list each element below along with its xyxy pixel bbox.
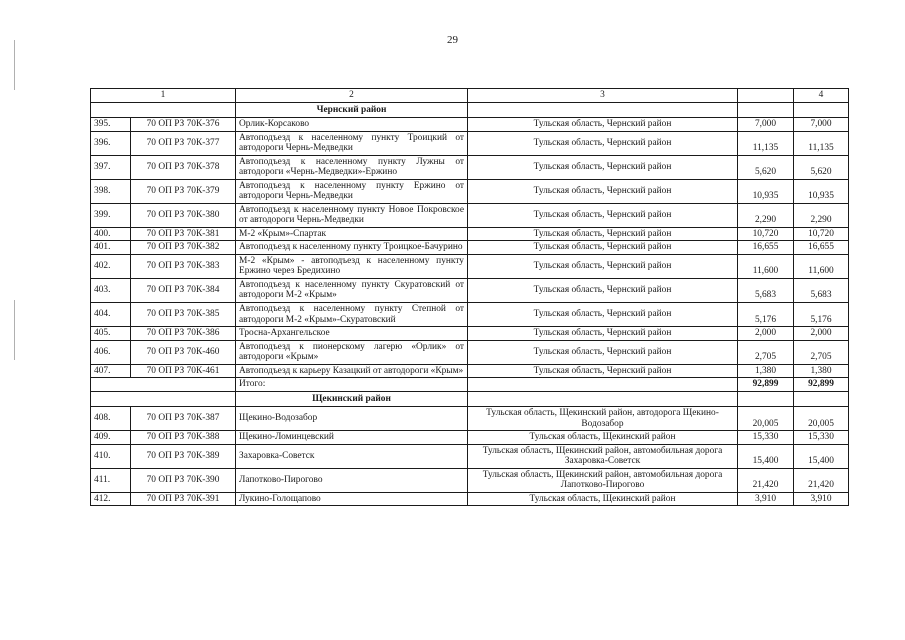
road-location: Тульская область, Чернский район [468, 364, 738, 378]
table-row [91, 227, 849, 241]
road-location: Тульская область, Чернский район [468, 340, 738, 364]
road-location: Тульская область, Щекинский район [468, 431, 738, 445]
row-number: 408. [91, 407, 131, 431]
empty-cell [468, 378, 738, 392]
road-length-total: 5,620 [794, 155, 849, 179]
district-row [91, 103, 849, 118]
road-length: 21,420 [738, 468, 794, 492]
road-length: 2,000 [738, 327, 794, 341]
table-row [91, 179, 849, 203]
road-length: 5,683 [738, 278, 794, 302]
road-location: Тульская область, Щекинский район, автомобильная дорога Лапотково-Пирогово [468, 468, 738, 492]
row-number: 397. [91, 155, 131, 179]
column-number-row [91, 89, 849, 103]
road-length-total: 21,420 [794, 468, 849, 492]
row-number: 396. [91, 131, 131, 155]
road-name: Тросна-Архангельское [236, 327, 468, 341]
road-location: Тульская область, Чернский район [468, 302, 738, 326]
road-name: М-2 «Крым»-Спартак [236, 227, 468, 241]
total-row [91, 378, 849, 392]
table-row [91, 407, 849, 431]
road-id: 70 ОП РЗ 70К-376 [131, 118, 236, 132]
column-header: 2 [236, 89, 468, 103]
road-length-total: 16,655 [794, 241, 849, 255]
road-name: Захаровка-Советск [236, 444, 468, 468]
road-location: Тульская область, Чернский район [468, 118, 738, 132]
column-header: 4 [794, 89, 849, 103]
row-number: 405. [91, 327, 131, 341]
road-name: Автоподъезд к пионерскому лагерю «Орлик» от автодороги «Крым» [236, 340, 468, 364]
row-number: 412. [91, 492, 131, 506]
road-length-total: 2,000 [794, 327, 849, 341]
row-number: 411. [91, 468, 131, 492]
table-row [91, 241, 849, 255]
road-location: Тульская область, Чернский район [468, 241, 738, 255]
row-number: 402. [91, 254, 131, 278]
road-id: 70 ОП РЗ 70К-385 [131, 302, 236, 326]
road-name: Щекино-Ломинцевский [236, 431, 468, 445]
road-location: Тульская область, Чернский район [468, 203, 738, 227]
road-location: Тульская область, Щекинский район, автомобильная дорога Захаровка-Советск [468, 444, 738, 468]
road-length: 10,935 [738, 179, 794, 203]
table-row [91, 302, 849, 326]
road-id: 70 ОП РЗ 70К-461 [131, 364, 236, 378]
road-length-total: 7,000 [794, 118, 849, 132]
total-label: Итого: [236, 378, 468, 392]
road-length: 1,380 [738, 364, 794, 378]
total-length: 92,899 [738, 378, 794, 392]
district-row [91, 392, 849, 407]
road-length: 20,005 [738, 407, 794, 431]
road-length-total: 11,135 [794, 131, 849, 155]
row-number: 404. [91, 302, 131, 326]
table-row [91, 444, 849, 468]
district-name: Чернский район [236, 103, 468, 118]
road-id: 70 ОП РЗ 70К-460 [131, 340, 236, 364]
road-id: 70 ОП РЗ 70К-390 [131, 468, 236, 492]
road-length-total: 2,705 [794, 340, 849, 364]
empty-cell [91, 378, 236, 392]
road-length-total: 20,005 [794, 407, 849, 431]
row-number: 407. [91, 364, 131, 378]
road-id: 70 ОП РЗ 70К-391 [131, 492, 236, 506]
empty-cell [794, 392, 849, 407]
binding-margin-mark [14, 40, 15, 90]
road-length: 11,600 [738, 254, 794, 278]
road-name: Орлик-Корсаково [236, 118, 468, 132]
table-row [91, 131, 849, 155]
empty-cell [468, 392, 738, 407]
empty-cell [794, 103, 849, 118]
column-header: 1 [91, 89, 236, 103]
road-id: 70 ОП РЗ 70К-381 [131, 227, 236, 241]
row-number: 399. [91, 203, 131, 227]
road-length: 7,000 [738, 118, 794, 132]
road-location: Тульская область, Чернский район [468, 131, 738, 155]
road-id: 70 ОП РЗ 70К-389 [131, 444, 236, 468]
road-length: 5,176 [738, 302, 794, 326]
road-registry-table [90, 88, 849, 506]
table-row [91, 254, 849, 278]
road-location: Тульская область, Чернский район [468, 227, 738, 241]
road-name: Щекино-Водозабор [236, 407, 468, 431]
table-row [91, 327, 849, 341]
road-name: Лапотково-Пирогово [236, 468, 468, 492]
road-name: Автоподъезд к населенному пункту Скуратовский от автодороги М-2 «Крым» [236, 278, 468, 302]
column-header: 3 [468, 89, 738, 103]
road-length-total: 5,683 [794, 278, 849, 302]
road-length: 5,620 [738, 155, 794, 179]
road-name: Автоподъезд к населенному пункту Степной от автодороги М-2 «Крым»-Скуратовский [236, 302, 468, 326]
road-location: Тульская область, Чернский район [468, 179, 738, 203]
road-length: 10,720 [738, 227, 794, 241]
table-row [91, 340, 849, 364]
row-number: 403. [91, 278, 131, 302]
table-row [91, 278, 849, 302]
row-number: 409. [91, 431, 131, 445]
empty-cell [91, 103, 236, 118]
road-length-total: 2,290 [794, 203, 849, 227]
road-length: 15,330 [738, 431, 794, 445]
road-id: 70 ОП РЗ 70К-383 [131, 254, 236, 278]
road-length-total: 15,330 [794, 431, 849, 445]
table-row [91, 155, 849, 179]
road-length-total: 3,910 [794, 492, 849, 506]
road-name: Автоподъезд к населенному пункту Троицкое-Бачурино [236, 241, 468, 255]
table-row [91, 431, 849, 445]
row-number: 406. [91, 340, 131, 364]
table-row [91, 492, 849, 506]
road-id: 70 ОП РЗ 70К-386 [131, 327, 236, 341]
road-length: 3,910 [738, 492, 794, 506]
road-length-total: 10,935 [794, 179, 849, 203]
road-id: 70 ОП РЗ 70К-379 [131, 179, 236, 203]
road-name: Автоподъезд к населенному пункту Лужны от автодороги «Чернь-Медведки»-Ержино [236, 155, 468, 179]
table-row [91, 118, 849, 132]
road-length-total: 1,380 [794, 364, 849, 378]
empty-cell [738, 392, 794, 407]
district-name: Щекинский район [236, 392, 468, 407]
road-location: Тульская область, Щекинский район [468, 492, 738, 506]
road-id: 70 ОП РЗ 70К-378 [131, 155, 236, 179]
road-id: 70 ОП РЗ 70К-377 [131, 131, 236, 155]
road-length: 16,655 [738, 241, 794, 255]
road-id: 70 ОП РЗ 70К-384 [131, 278, 236, 302]
road-name: Лукино-Голощапово [236, 492, 468, 506]
road-length: 2,290 [738, 203, 794, 227]
table-row [91, 203, 849, 227]
total-length-sum: 92,899 [794, 378, 849, 392]
road-name: Автоподъезд к населенному пункту Троицкий от автодороги Чернь-Медведки [236, 131, 468, 155]
road-length-total: 10,720 [794, 227, 849, 241]
row-number: 398. [91, 179, 131, 203]
road-location: Тульская область, Чернский район [468, 155, 738, 179]
road-location: Тульская область, Чернский район [468, 278, 738, 302]
road-length: 15,400 [738, 444, 794, 468]
table-row [91, 364, 849, 378]
table-row [91, 468, 849, 492]
road-length: 11,135 [738, 131, 794, 155]
row-number: 395. [91, 118, 131, 132]
row-number: 410. [91, 444, 131, 468]
road-name: Автоподъезд к населенному пункту Ержино от автодороги Чернь-Медведки [236, 179, 468, 203]
road-name: М-2 «Крым» - автоподъезд к населенному пункту Ержино через Бредихино [236, 254, 468, 278]
road-location: Тульская область, Чернский район [468, 327, 738, 341]
road-length-total: 11,600 [794, 254, 849, 278]
road-length-total: 5,176 [794, 302, 849, 326]
road-location: Тульская область, Щекинский район, автодорога Щекино-Водозабор [468, 407, 738, 431]
road-location: Тульская область, Чернский район [468, 254, 738, 278]
row-number: 401. [91, 241, 131, 255]
road-name: Автоподъезд к населенному пункту Новое Покровское от автодороги Чернь-Медведки [236, 203, 468, 227]
empty-cell [738, 103, 794, 118]
road-id: 70 ОП РЗ 70К-388 [131, 431, 236, 445]
empty-cell [468, 103, 738, 118]
binding-margin-mark [14, 300, 15, 360]
road-id: 70 ОП РЗ 70К-380 [131, 203, 236, 227]
road-length: 2,705 [738, 340, 794, 364]
road-id: 70 ОП РЗ 70К-382 [131, 241, 236, 255]
road-id: 70 ОП РЗ 70К-387 [131, 407, 236, 431]
road-length-total: 15,400 [794, 444, 849, 468]
row-number: 400. [91, 227, 131, 241]
empty-cell [91, 392, 236, 407]
road-name: Автоподъезд к карьеру Казацкий от автодороги «Крым» [236, 364, 468, 378]
page-number: 29 [447, 34, 458, 46]
column-header-empty [738, 89, 794, 103]
